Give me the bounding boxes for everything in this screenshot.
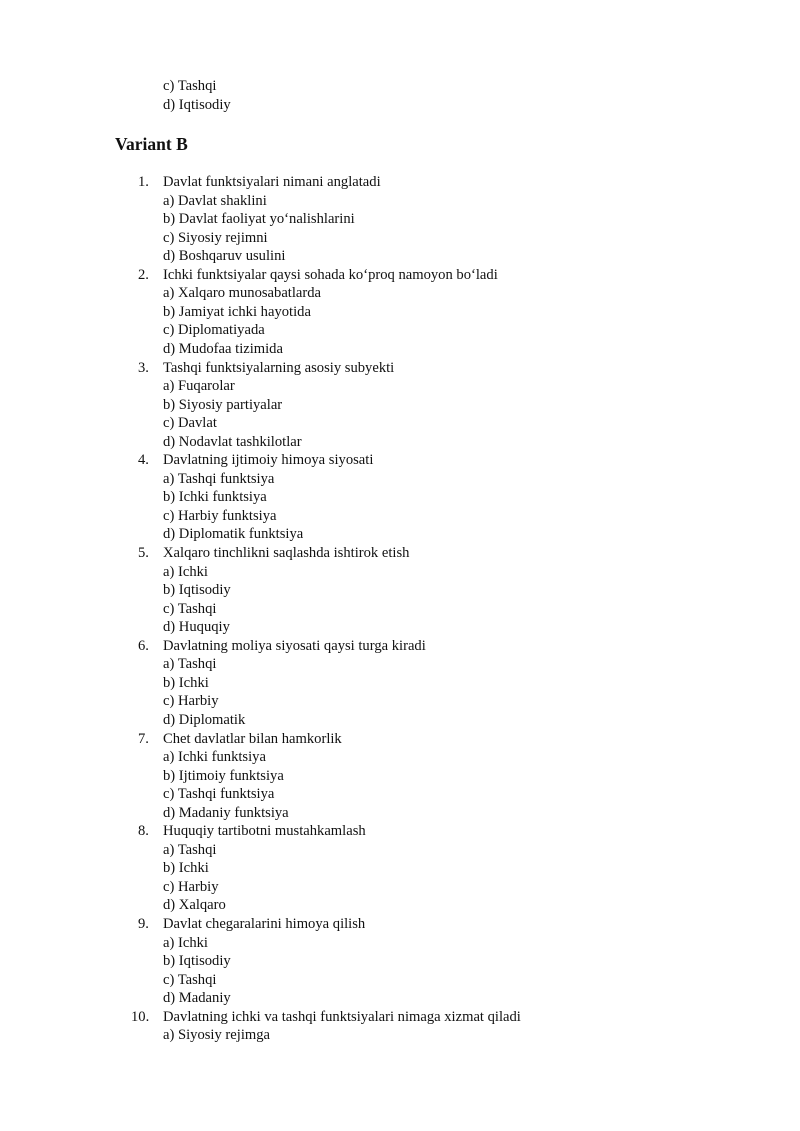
- prev-option-d: d) Iqtisodiy: [163, 97, 231, 113]
- question-text: Huquqiy tartibotni mustahkamlash: [163, 823, 366, 839]
- answer-option: c) Harbiy: [163, 693, 219, 709]
- answer-option: b) Davlat faoliyat yo‘nalishlarini: [163, 211, 355, 227]
- answer-option: b) Ichki: [163, 675, 209, 691]
- question-text: Davlatning ijtimoiy himoya siyosati: [163, 452, 374, 468]
- answer-option: d) Xalqaro: [163, 897, 226, 913]
- variant-heading: Variant B: [115, 134, 188, 154]
- answer-option: d) Mudofaa tizimida: [163, 341, 283, 357]
- answer-option: c) Siyosiy rejimni: [163, 230, 268, 246]
- answer-option: a) Tashqi funktsiya: [163, 471, 275, 487]
- answer-option: a) Xalqaro munosabatlarda: [163, 285, 322, 301]
- answer-option: a) Tashqi: [163, 842, 217, 858]
- answer-option: d) Diplomatik funktsiya: [163, 526, 304, 542]
- answer-option: a) Tashqi: [163, 656, 217, 672]
- answer-option: c) Harbiy funktsiya: [163, 508, 277, 524]
- answer-option: d) Boshqaruv usulini: [163, 248, 286, 264]
- answer-option: c) Tashqi funktsiya: [163, 786, 275, 802]
- question-text: Davlatning moliya siyosati qaysi turga kiradi: [163, 638, 426, 654]
- question-text: Ichki funktsiyalar qaysi sohada ko‘proq namoyon bo‘ladi: [163, 267, 498, 283]
- answer-option: c) Tashqi: [163, 601, 217, 617]
- question-number: 6.: [138, 638, 149, 654]
- answer-option: b) Ichki funktsiya: [163, 489, 267, 505]
- answer-option: d) Madaniy funktsiya: [163, 805, 289, 821]
- question-number: 2.: [138, 267, 149, 283]
- answer-option: d) Diplomatik: [163, 712, 246, 728]
- answer-option: b) Jamiyat ichki hayotida: [163, 304, 311, 320]
- question-text: Tashqi funktsiyalarning asosiy subyekti: [163, 360, 395, 376]
- question-number: 8.: [138, 823, 149, 839]
- answer-option: c) Harbiy: [163, 879, 219, 895]
- answer-option: b) Ijtimoiy funktsiya: [163, 768, 284, 784]
- answer-option: a) Fuqarolar: [163, 378, 235, 394]
- answer-option: c) Davlat: [163, 415, 217, 431]
- answer-option: a) Siyosiy rejimga: [163, 1027, 271, 1043]
- question-number: 4.: [138, 452, 149, 468]
- question-text: Davlatning ichki va tashqi funktsiyalari nimaga xizmat qiladi: [163, 1009, 521, 1025]
- answer-option: b) Iqtisodiy: [163, 582, 231, 598]
- question-text: Chet davlatlar bilan hamkorlik: [163, 731, 342, 747]
- answer-option: d) Huquqiy: [163, 619, 230, 635]
- question-number: 9.: [138, 916, 149, 932]
- answer-option: a) Ichki funktsiya: [163, 749, 266, 765]
- answer-option: c) Diplomatiyada: [163, 322, 265, 338]
- answer-option: b) Siyosiy partiyalar: [163, 397, 283, 413]
- answer-option: a) Ichki: [163, 564, 208, 580]
- answer-option: c) Tashqi: [163, 972, 217, 988]
- question-number: 3.: [138, 360, 149, 376]
- question-number: 7.: [138, 731, 149, 747]
- answer-option: d) Madaniy: [163, 990, 231, 1006]
- answer-option: d) Nodavlat tashkilotlar: [163, 434, 302, 450]
- answer-option: b) Ichki: [163, 860, 209, 876]
- question-text: Davlat chegaralarini himoya qilish: [163, 916, 366, 932]
- prev-option-c: c) Tashqi: [163, 78, 217, 94]
- answer-option: a) Davlat shaklini: [163, 193, 267, 209]
- question-text: Davlat funktsiyalari nimani anglatadi: [163, 174, 381, 190]
- question-text: Xalqaro tinchlikni saqlashda ishtirok etish: [163, 545, 410, 561]
- question-number: 10.: [131, 1009, 150, 1025]
- answer-option: a) Ichki: [163, 935, 208, 951]
- question-number: 1.: [138, 174, 149, 190]
- answer-option: b) Iqtisodiy: [163, 953, 231, 969]
- question-number: 5.: [138, 545, 149, 561]
